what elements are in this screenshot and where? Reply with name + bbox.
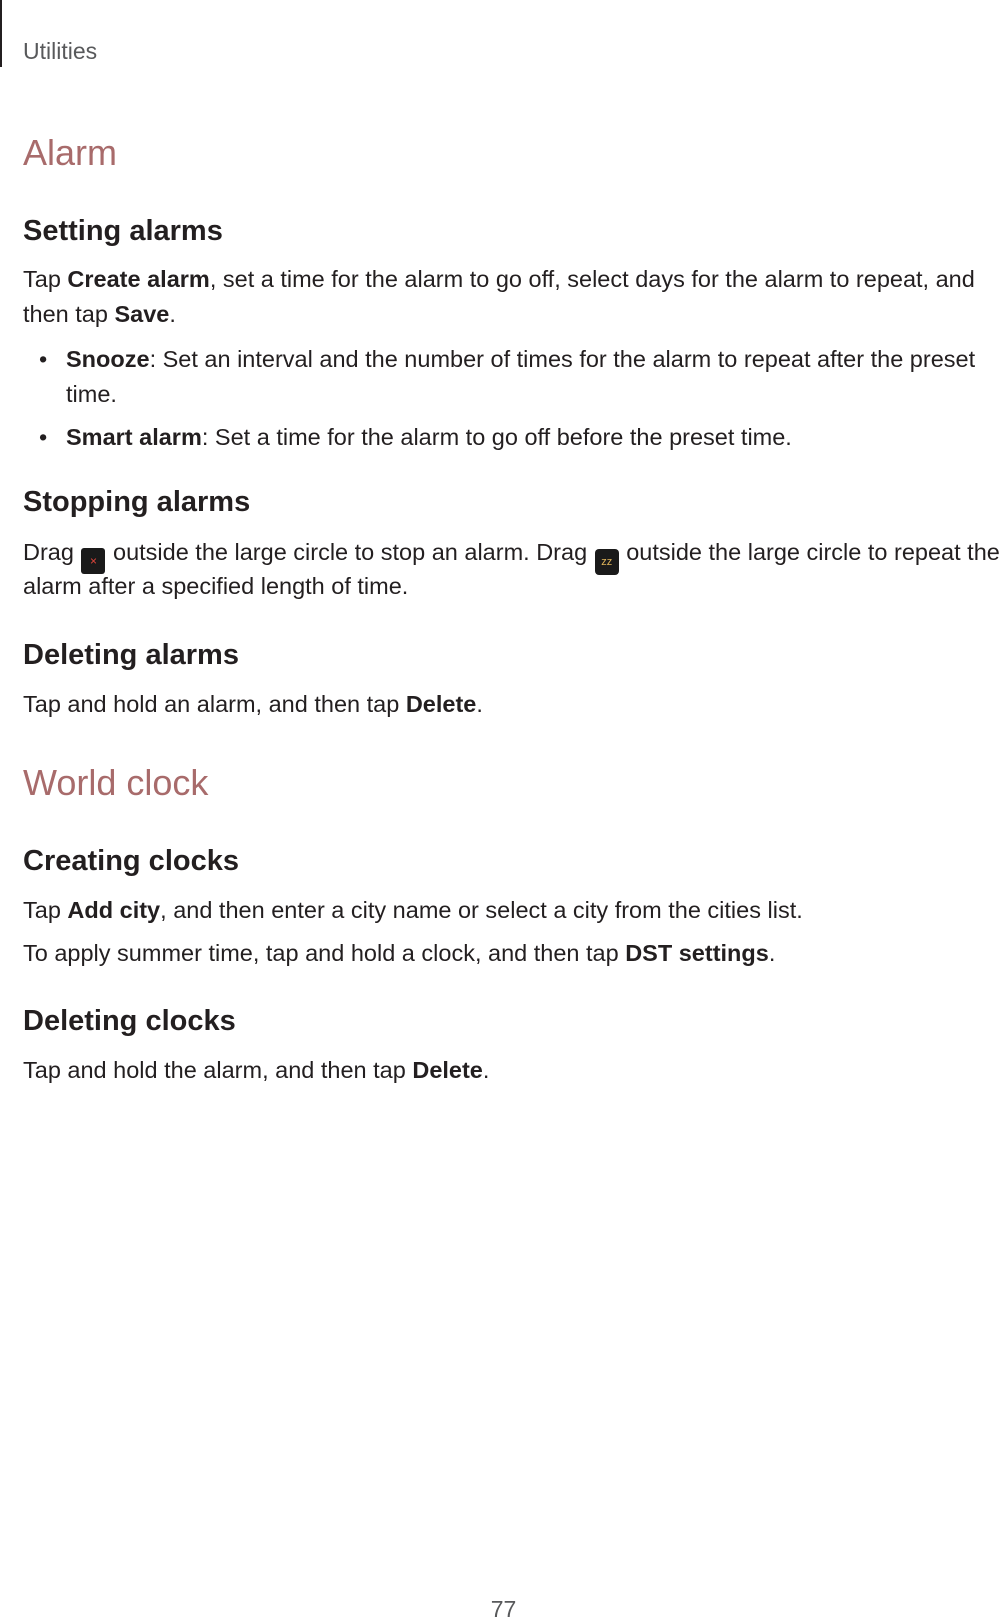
bullet-dot: •	[39, 424, 48, 450]
alarm-snooze-icon: zz	[595, 549, 619, 575]
heading-stopping-alarms: Stopping alarms	[23, 486, 251, 518]
setting-alarms-line-2: then tap Save.	[23, 301, 176, 327]
ui-term-delete: Delete	[412, 1057, 483, 1083]
ui-term-dst-settings: DST settings	[625, 940, 769, 966]
ui-term-create-alarm: Create alarm	[67, 266, 210, 292]
deleting-alarms-line: Tap and hold an alarm, and then tap Delete.	[23, 691, 483, 717]
page-number: 77	[490, 1596, 517, 1622]
heading-deleting-clocks: Deleting clocks	[23, 1005, 236, 1037]
ui-term-snooze: Snooze	[66, 346, 150, 372]
bullet-dot: •	[39, 346, 48, 372]
section-title-world-clock: World clock	[23, 762, 209, 803]
heading-deleting-alarms: Deleting alarms	[23, 639, 239, 671]
stopping-alarms-line-1: Drag × outside the large circle to stop an alarm. Drag zz outside the large circle to repeat the	[23, 535, 983, 575]
creating-clocks-line-1: Tap Add city, and then enter a city name or select a city from the cities list.	[23, 897, 803, 923]
corner-rule	[0, 0, 2, 67]
heading-creating-clocks: Creating clocks	[23, 845, 239, 877]
running-header: Utilities	[23, 38, 98, 64]
ui-term-delete: Delete	[405, 691, 477, 717]
heading-setting-alarms: Setting alarms	[23, 215, 223, 247]
section-title-alarm: Alarm	[23, 132, 118, 173]
deleting-clocks-line: Tap and hold the alarm, and then tap Delete.	[23, 1057, 490, 1083]
ui-term-save: Save	[114, 301, 170, 327]
alarm-stop-icon: ×	[81, 548, 105, 574]
creating-clocks-line-2: To apply summer time, tap and hold a clock, and then tap DST settings.	[23, 940, 776, 966]
stopping-alarms-line-2: alarm after a specified length of time.	[23, 573, 409, 599]
setting-alarms-line-1: Tap Create alarm, set a time for the alarm to go off, select days for the alarm to repeat, and	[23, 266, 975, 292]
ui-term-add-city: Add city	[67, 897, 161, 923]
ui-term-smart-alarm: Smart alarm	[66, 424, 202, 450]
